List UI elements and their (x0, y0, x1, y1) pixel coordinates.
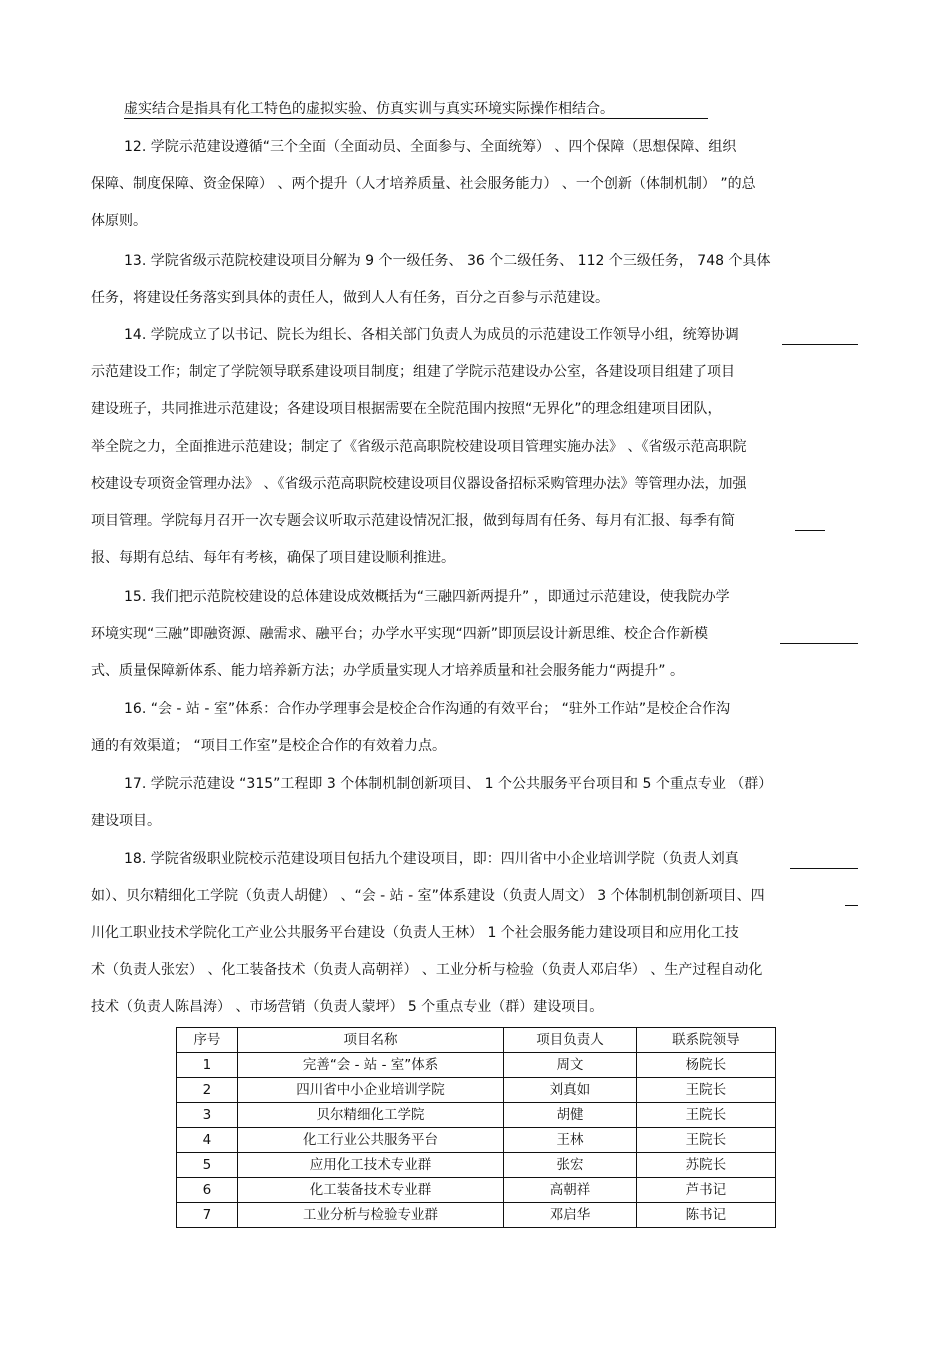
cell-project-name: 贝尔精细化工学院 (237, 1103, 504, 1128)
cell-project-lead: 高朝祥 (504, 1178, 636, 1203)
cell-liaison-leader: 王院长 (636, 1078, 775, 1103)
cell-index: 7 (177, 1203, 238, 1228)
cell-index: 2 (177, 1078, 238, 1103)
cell-project-lead: 胡健 (504, 1103, 636, 1128)
table-row (177, 1078, 776, 1103)
cell-liaison-leader: 陈书记 (636, 1203, 775, 1228)
table-row (177, 1203, 776, 1228)
table-row (177, 1178, 776, 1203)
cell-project-name: 四川省中小企业培训学院 (237, 1078, 504, 1103)
paragraph-16-line-2: 通的有效渠道； “项目工作室”是校企合作的有效着力点。 (91, 738, 446, 754)
cell-project-lead: 张宏 (504, 1153, 636, 1178)
paragraph-15-line-2: 环境实现“三融”即融资源、融需求、融平台；办学水平实现“四新”即顶层设计新思维、校企合作新模 (91, 626, 709, 642)
cell-project-name: 化工行业公共服务平台 (237, 1128, 504, 1153)
table-row (177, 1053, 776, 1078)
paragraph-12-line-1: 12. 学院示范建设遵循“三个全面（全面动员、全面参与、全面统筹） 、四个保障（思想保障、组织 (124, 139, 737, 155)
cell-project-name: 工业分析与检验专业群 (237, 1203, 504, 1228)
paragraph-18-line-1: 18. 学院省级职业院校示范建设项目包括九个建设项目，即：四川省中小企业培训学院（负责人刘真 (124, 851, 739, 867)
cell-index: 1 (177, 1053, 238, 1078)
paragraph-18-line-4: 术（负责人张宏） 、化工装备技术（负责人高朝祥） 、工业分析与检验（负责人邓启华） 、生产过程自动化 (91, 962, 763, 978)
table-row (177, 1128, 776, 1153)
cell-index: 6 (177, 1178, 238, 1203)
cell-liaison-leader: 苏院长 (636, 1153, 775, 1178)
paragraph-12-line-3: 体原则。 (91, 213, 147, 229)
paragraph-18-line-5: 技术（负责人陈昌涛） 、市场营销（负责人蒙坪） 5 个重点专业（群）建设项目。 (91, 999, 604, 1015)
table-row (177, 1103, 776, 1128)
paragraph-13-line-2: 任务，将建设任务落实到具体的责任人，做到人人有任务，百分之百参与示范建设。 (91, 290, 609, 306)
paragraph-14-line-3: 建设班子，共同推进示范建设；各建设项目根据需要在全院范围内按照“无界化”的理念组建项目团队， (91, 401, 722, 417)
paragraph-16-line-1: 16. “会 - 站 - 室”体系：合作办学理事会是校企合作沟通的有效平台； “驻外工作站”是校企合作沟 (124, 701, 731, 717)
cell-liaison-leader: 芦书记 (636, 1178, 775, 1203)
cell-index: 3 (177, 1103, 238, 1128)
paragraph-15-line-1: 15. 我们把示范院校建设的总体建设成效概括为“三融四新两提升” ，即通过示范建设，使我院办学 (124, 589, 730, 605)
paragraph-18-line-3: 川化工职业技术学院化工产业公共服务平台建设（负责人王林） 1 个社会服务能力建设项目和应用化工技 (91, 925, 739, 941)
paragraph-12-line-2: 保障、制度保障、资金保障） 、两个提升（人才培养质量、社会服务能力） 、一个创新（体制机制） ”的总 (91, 176, 756, 192)
cell-index: 5 (177, 1153, 238, 1178)
cell-project-name: 应用化工技术专业群 (237, 1153, 504, 1178)
cell-liaison-leader: 王院长 (636, 1128, 775, 1153)
cell-project-name: 化工装备技术专业群 (237, 1178, 504, 1203)
paragraph-11-line-1: 虚实结合是指具有化工特色的虚拟实验、仿真实训与真实环境实际操作相结合。 (124, 100, 708, 119)
paragraph-14-line-2: 示范建设工作；制定了学院领导联系建设项目制度；组建了学院示范建设办公室，各建设项目组建了项目 (91, 364, 735, 380)
paragraph-14-line-6: 项目管理。学院每月召开一次专题会议听取示范建设情况汇报，做到每周有任务、每月有汇报、每季有简 (91, 513, 735, 529)
paragraph-14-line-7: 报、每期有总结、每年有考核，确保了项目建设顺利推进。 (91, 550, 455, 566)
underline-rule (790, 868, 858, 869)
project-table (176, 1027, 776, 1228)
header-project-name: 项目名称 (237, 1028, 504, 1053)
table-header-row (177, 1028, 776, 1053)
table-row (177, 1153, 776, 1178)
underline-rule (782, 344, 858, 345)
header-index: 序号 (177, 1028, 238, 1053)
paragraph-14-line-1: 14. 学院成立了以书记、院长为组长、各相关部门负责人为成员的示范建设工作领导小组，统筹协调 (124, 327, 739, 343)
cell-project-lead: 王林 (504, 1128, 636, 1153)
paragraph-14-line-5: 校建设专项资金管理办法》 、《省级示范高职院校建设项目仪器设备招标采购管理办法》等管理办法，加强 (91, 476, 747, 492)
cell-liaison-leader: 杨院长 (636, 1053, 775, 1078)
paragraph-13-line-1: 13. 学院省级示范院校建设项目分解为 9 个一级任务、 36 个二级任务、 112 个三级任务， 748 个具体 (124, 253, 771, 269)
cell-liaison-leader: 王院长 (636, 1103, 775, 1128)
paragraph-18-line-2: 如）、贝尔精细化工学院（负责人胡健） 、“会 - 站 - 室”体系建设（负责人周文） 3 个体制机制创新项目、四 (91, 888, 765, 904)
underline-rule (795, 530, 825, 531)
underline-rule (780, 643, 858, 644)
header-liaison-leader: 联系院领导 (636, 1028, 775, 1053)
paragraph-14-line-4: 举全院之力，全面推进示范建设；制定了《省级示范高职院校建设项目管理实施办法》 、《省级示范高职院 (91, 439, 747, 455)
header-project-lead: 项目负责人 (504, 1028, 636, 1053)
paragraph-17-line-2: 建设项目。 (91, 813, 161, 829)
cell-index: 4 (177, 1128, 238, 1153)
cell-project-name: 完善“会 - 站 - 室”体系 (237, 1053, 504, 1078)
cell-project-lead: 周文 (504, 1053, 636, 1078)
cell-project-lead: 刘真如 (504, 1078, 636, 1103)
underline-rule (845, 905, 858, 906)
paragraph-15-line-3: 式、质量保障新体系、能力培养新方法；办学质量实现人才培养质量和社会服务能力“两提升” 。 (91, 663, 684, 679)
paragraph-17-line-1: 17. 学院示范建设 “315”工程即 3 个体制机制创新项目、 1 个公共服务平台项目和 5 个重点专业 （群） (124, 776, 773, 792)
cell-project-lead: 邓启华 (504, 1203, 636, 1228)
